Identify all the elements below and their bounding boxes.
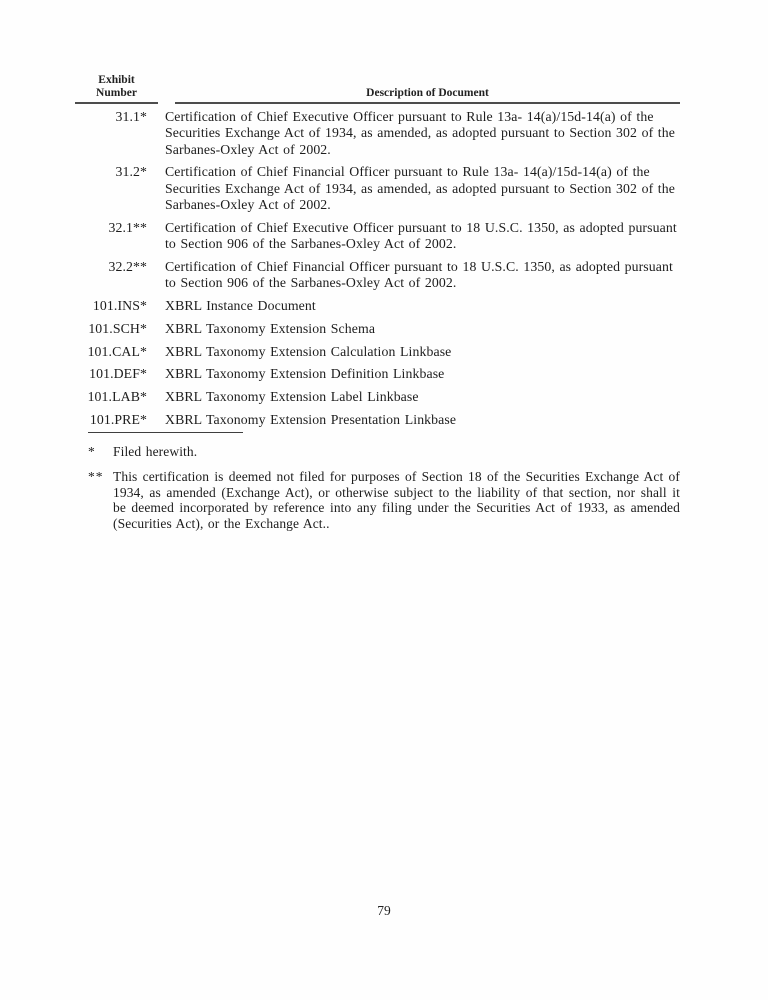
page-number: 79 [377, 903, 391, 918]
footnote-marker: * [88, 443, 96, 459]
exhibit-number-column-header [75, 74, 158, 104]
table-row [75, 344, 680, 360]
exhibit-number-cell: 101.DEF* [89, 366, 147, 382]
exhibit-number-cell: 101.CAL* [87, 343, 147, 359]
exhibit-description-cell: XBRL Instance Document [165, 297, 316, 313]
exhibit-number-cell: 101.PRE* [89, 411, 147, 427]
table-row [75, 321, 680, 337]
exhibit-description-cell: Certification of Chief Executive Officer pursuant to 18 U.S.C. 1350, as adopted pursuant to Section 906 of the Sarbanes-Oxley Act of 2002. [165, 219, 677, 252]
exhibit-table-body [75, 109, 680, 428]
exhibit-description-cell: XBRL Taxonomy Extension Label Linkbase [165, 389, 419, 405]
footnotes-section [88, 432, 680, 531]
exhibit-header-line1: Exhibit [98, 74, 135, 86]
exhibit-description-cell: XBRL Taxonomy Extension Calculation Linkbase [165, 343, 452, 359]
table-row [75, 366, 680, 382]
exhibit-number-cell: 101.INS* [92, 297, 147, 313]
exhibit-description-cell: XBRL Taxonomy Extension Definition Linkbase [165, 366, 445, 382]
exhibit-description-cell: Certification of Chief Executive Officer pursuant to Rule 13a- 14(a)/15d-14(a) of the Securities Exchange Act of 1934, as amended, as adopted pursuant to Section 302 of the Sarbanes-Oxley Act of 2002. [165, 109, 675, 157]
footnote-marker: ** [88, 469, 104, 485]
table-row [75, 412, 680, 428]
exhibit-description-cell: XBRL Taxonomy Extension Schema [165, 320, 376, 336]
table-row [75, 164, 680, 213]
table-row [75, 298, 680, 314]
table-row [75, 259, 680, 292]
exhibit-table-header [75, 74, 680, 104]
footnote-separator-rule [88, 432, 243, 433]
footnote-item [88, 469, 680, 531]
footnote-text: This certification is deemed not filed for purposes of Section 18 of the Securities Exchange Act of 1934, as amended (Exchange Act), or otherwise subject to the liability of that section, nor shall it be deemed incorporated by reference into any filing under the Securities Act of 1933, as amended (Securities Act), or the Exchange Act.. [113, 469, 680, 531]
footnote-text: Filed herewith. [113, 443, 198, 459]
exhibit-header-line2: Number [96, 87, 137, 99]
exhibit-description-cell: XBRL Taxonomy Extension Presentation Linkbase [165, 411, 457, 427]
footnote-list [88, 444, 680, 532]
exhibit-number-cell: 32.2** [108, 258, 147, 274]
table-row [75, 389, 680, 405]
exhibit-number-cell: 31.1* [115, 109, 147, 124]
exhibit-description-cell: Certification of Chief Financial Officer pursuant to Rule 13a- 14(a)/15d-14(a) of the Securities Exchange Act of 1934, as amended, as adopted pursuant to Section 302 of the Sarbanes-Oxley Act of 2002. [165, 164, 675, 212]
exhibit-number-cell: 101.LAB* [87, 389, 147, 405]
exhibit-number-cell: 32.1** [108, 219, 147, 235]
exhibit-index-table [75, 74, 680, 435]
description-column-header: Description of Document [175, 87, 680, 104]
exhibit-description-cell: Certification of Chief Financial Officer pursuant to 18 U.S.C. 1350, as adopted pursuant to Section 906 of the Sarbanes-Oxley Act of 2002. [165, 258, 673, 291]
exhibit-number-cell: 101.SCH* [88, 320, 147, 336]
exhibit-number-cell: 31.2* [115, 164, 147, 180]
footnote-item [88, 444, 680, 459]
table-row [75, 220, 680, 253]
table-row [75, 109, 680, 158]
